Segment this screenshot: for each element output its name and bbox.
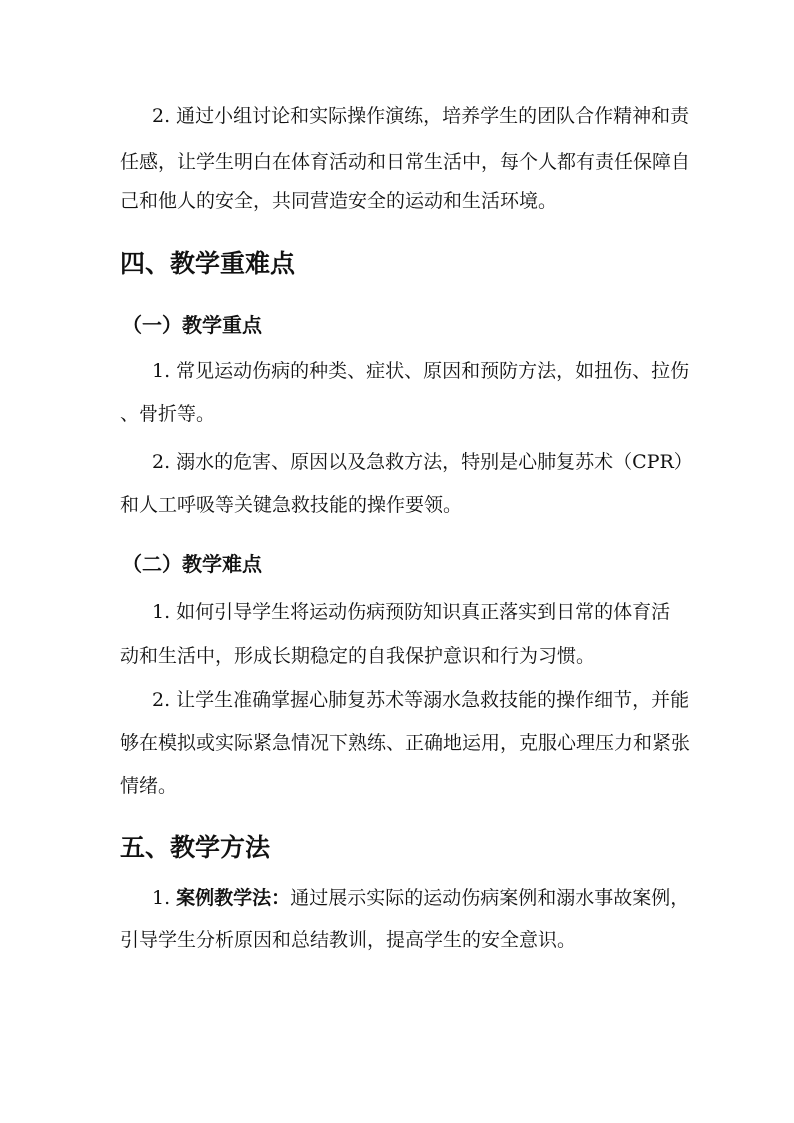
paragraph-line: 、骨折等。 (120, 403, 216, 425)
paragraph-line: 和人工呼吸等关键急救技能的操作要领。 (120, 494, 463, 516)
paragraph-line: 情绪。 (120, 775, 178, 797)
paragraph-line: 够在模拟或实际紧急情况下熟练、正确地运用，克服心理压力和紧张 (120, 732, 691, 754)
paragraph-line: 2. 溺水的危害、原因以及急救方法，特别是心肺复苏术（CPR） (152, 451, 693, 473)
paragraph-line: 1. 常见运动伤病的种类、症状、原因和预防方法，如扭伤、拉伤 (152, 360, 690, 382)
paragraph-line (152, 886, 689, 910)
method-term: 案例教学法： (176, 887, 291, 909)
method-description: 通过展示实际的运动伤病案例和溺水事故案例， (290, 887, 690, 909)
item-number: 1. (152, 887, 177, 909)
section-heading: 四、教学重难点 (120, 249, 296, 278)
paragraph-line: 任感，让学生明白在体育活动和日常生活中，每个人都有责任保障自 (120, 151, 691, 173)
paragraph-line: 动和生活中，形成长期稳定的自我保护意识和行为习惯。 (120, 645, 596, 667)
paragraph-line: 1. 如何引导学生将运动伤病预防知识真正落实到日常的体育活 (152, 601, 671, 623)
section-heading: 五、教学方法 (120, 833, 271, 862)
paragraph-line: 2. 让学生准确掌握心肺复苏术等溺水急救技能的操作细节，并能 (152, 689, 690, 711)
subsection-heading: （一）教学重点 (122, 313, 262, 337)
paragraph-line: 2. 通过小组讨论和实际操作演练，培养学生的团队合作精神和责 (152, 105, 690, 127)
paragraph-line: 己和他人的安全，共同营造安全的运动和生活环境。 (120, 190, 558, 212)
subsection-heading: （二）教学难点 (122, 552, 262, 576)
paragraph-line: 引导学生分析原因和总结教训，提高学生的安全意识。 (120, 929, 577, 951)
